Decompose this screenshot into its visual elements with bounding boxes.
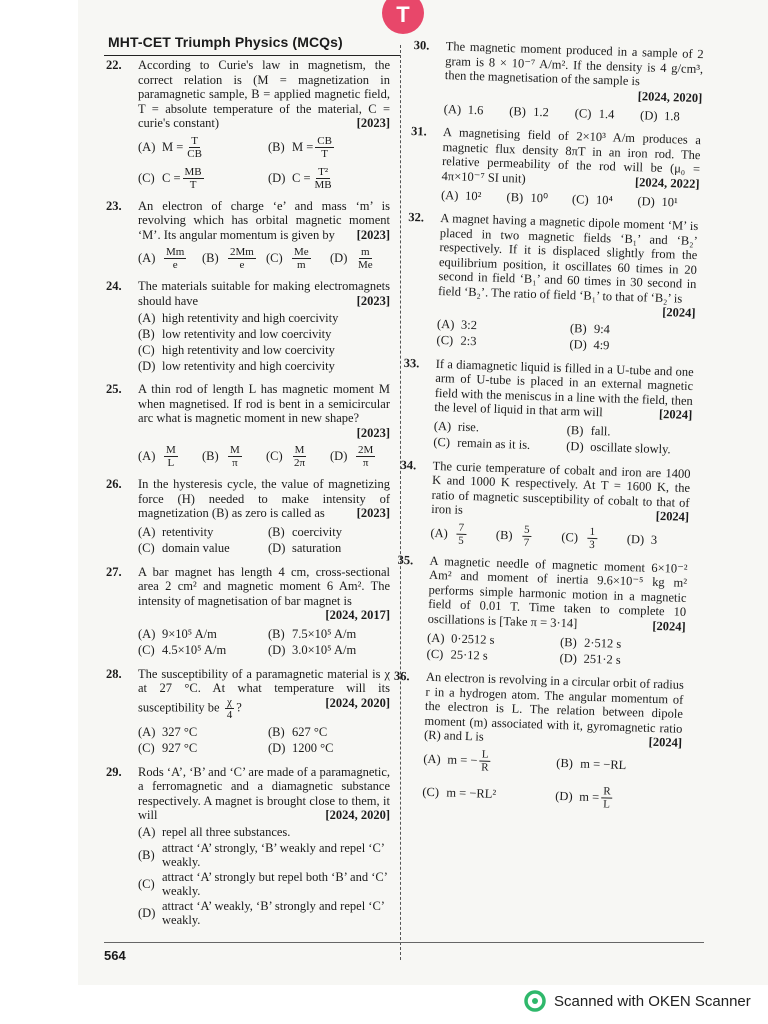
question-number: 35. (397, 552, 414, 567)
option-c[interactable]: (C) 1.4 (574, 105, 615, 122)
header-divider (104, 55, 400, 56)
option-a[interactable]: (A) rise. (433, 419, 480, 435)
question-year: [2024, 2020] (325, 808, 390, 822)
question-number: 34. (400, 457, 417, 472)
option-d[interactable]: (D) m = $\frac{R}{L}$ (555, 784, 611, 811)
question-number: 36. (393, 668, 410, 684)
option-b[interactable]: (B) $\frac{5}{7}$ (495, 523, 530, 549)
option-d[interactable]: (D) oscillate slowly. (566, 439, 671, 457)
question-number: 24. (106, 279, 122, 293)
option-d[interactable]: (D) 10¹ (637, 193, 678, 210)
option-a[interactable]: (A) 327 °C (138, 725, 198, 740)
option-b[interactable]: (B) m = −RL (556, 755, 627, 772)
right-column (388, 38, 704, 820)
question-text: The curie temperature of cobalt and iron are 1400 K and 1000 K respectively. At T = 1600 K, the ratio of magnetic susceptibility of cobalt to that of iron is (431, 458, 691, 517)
question-number: 31. (410, 124, 427, 139)
option-b[interactable]: (B) $\frac{2Mm}{e}$ (202, 246, 254, 271)
option-c[interactable]: (C) 10⁴ (571, 191, 614, 208)
scanner-logo-icon (524, 990, 546, 1012)
page-header-title: MHT-CET Triumph Physics (MCQs) (108, 34, 343, 50)
question-year: [2023] (356, 227, 390, 242)
question-text: According to Curie's law in magnetism, the correct relation is (M = magnetization in paramagnetic sample, B = applied magnetic field, T = absolute temperature of the material, C = curie's constant) (138, 58, 390, 130)
question-number: 26. (106, 477, 122, 491)
option-a[interactable]: (A) 1.6 (443, 101, 484, 118)
option-c[interactable]: (C) $\frac{M}{2\pi}$ (266, 444, 306, 469)
question-year: [2024] (661, 304, 696, 321)
question-year: [2024] (658, 406, 693, 422)
question-23 (104, 199, 390, 272)
scanner-watermark (524, 990, 751, 1012)
option-a[interactable]: (A) $\frac{Mm}{e}$ (138, 246, 185, 271)
option-a[interactable]: (A) 0·2512 s (426, 630, 495, 647)
option-a[interactable]: (A) M = $\frac{T}{CB}$ (138, 134, 202, 160)
option-a[interactable]: (A) retentivity (138, 525, 214, 540)
question-25 (104, 382, 390, 469)
question-year: [2024] (648, 734, 683, 750)
question-number: 33. (403, 355, 420, 370)
option-b[interactable]: (B) 9:4 (569, 321, 611, 337)
option-c[interactable]: (C) m = −RL² (422, 784, 497, 801)
question-text: An electron of charge ‘e’ and mass ‘m’ is revolving which has orbital magnetic moment ‘M’. Its angular momentum is given by (138, 198, 390, 242)
question-36 (388, 669, 684, 813)
question-text: The magnetic moment produced in a sample of 2 gram is 8 × 10⁻⁷ A/m². If the density is 4 g/cm³, then the magnetisation of the sample is (444, 39, 704, 89)
option-b[interactable]: (B) coercivity (268, 525, 342, 540)
question-text: A magnetic needle of magnetic moment 6×10⁻² Am² and moment of inertia 9.6×10⁻⁵ kg m² performs simple harmonic motion in a magnetic field of 0.01 T. Time taken to complete 10 oscillations is [Take π = 3·14] (427, 553, 688, 630)
question-22 (104, 58, 390, 191)
question-number: 22. (106, 58, 122, 72)
option-b[interactable]: (B) attract ‘A’ strongly, ‘B’ weakly and repel ‘C’ weakly. (138, 840, 385, 869)
question-text: An electron is revolving in a circular orbit of radius r in a hydrogen atom. The angular momentum of the electron is L. The relation between dipole moment (m) associated with it, gyromagnetic ratio (R) and L is (423, 669, 685, 744)
option-d[interactable]: (D) attract ‘A’ weakly, ‘B’ strongly and repel ‘C’ weakly. (138, 898, 385, 927)
option-a[interactable]: (A) m = − $\frac{L}{R}$ (423, 748, 489, 774)
question-year: [2024, 2017] (325, 608, 390, 622)
question-year: [2023] (356, 506, 390, 520)
question-number: 30. (413, 38, 430, 53)
option-c[interactable]: (C) $\frac{1}{3}$ (561, 525, 596, 551)
option-c[interactable]: (C) attract ‘A’ strongly but repel both ‘B’ and ‘C’ weakly. (138, 869, 387, 898)
option-b[interactable]: (B) fall. (566, 423, 611, 439)
question-year: [2024, 2020] (637, 88, 703, 105)
option-b[interactable]: (B) 1.2 (509, 103, 550, 120)
question-number: 28. (106, 666, 122, 681)
option-d[interactable]: (D) 1200 °C (268, 741, 334, 756)
question-number: 25. (106, 382, 122, 396)
option-d[interactable]: (D) 4:9 (569, 337, 610, 353)
question-32 (402, 210, 698, 357)
triumph-logo-icon (380, 0, 426, 36)
question-year: [2023] (356, 116, 390, 130)
option-c[interactable]: (C) $\frac{Me}{m}$ (266, 246, 309, 271)
left-column (104, 58, 390, 936)
option-a[interactable]: (A) repel all three substances. (138, 825, 291, 840)
question-number: 27. (106, 564, 122, 579)
question-year: [2023] (356, 425, 390, 440)
question-34 (396, 457, 691, 553)
question-text: A bar magnet has length 4 cm, cross-sectional area 2 cm² and magnetic moment 6 Am². The intensity of magnetisation of bar magnet is (138, 564, 390, 608)
option-c[interactable]: (C) 4.5×10⁵ A/m (138, 643, 227, 658)
question-29 (104, 765, 390, 928)
option-c[interactable]: (C) 2:3 (436, 333, 477, 349)
question-year: [2024] (652, 618, 686, 634)
question-31 (407, 124, 701, 211)
question-text: The materials suitable for making electromagnets should have (138, 279, 390, 308)
option-d[interactable]: (D) 3 (626, 531, 658, 547)
option-c[interactable]: (C) domain value (138, 541, 230, 556)
option-d[interactable]: (D) 1.8 (639, 107, 681, 124)
question-35 (392, 552, 687, 670)
question-number: 29. (106, 764, 122, 779)
option-b[interactable]: (B) 627 °C (268, 725, 328, 740)
question-number: 23. (106, 198, 122, 213)
option-d[interactable]: (D) 3.0×10⁵ A/m (268, 643, 357, 658)
option-a[interactable]: (A) $\frac{M}{L}$ (138, 444, 176, 469)
option-d[interactable]: (D) C = $\frac{\text{T²}}{MB}$ (268, 165, 332, 191)
question-number: 32. (408, 209, 425, 225)
footer-divider (104, 942, 704, 943)
page-number: 564 (104, 948, 126, 963)
scanner-text: Scanned with OKEN Scanner (554, 992, 751, 1010)
question-30 (410, 38, 704, 125)
question-year: [2024, 2022] (634, 174, 700, 191)
question-28: 28. The susceptibility of a paramagnetic material is χ at 27 °C. At what temperature will its susceptibility be $\frac{\chi}{4}$ ? [2024, 2020] (A) 327 °C (B) 627 °C (C) 927 °C (D) 1200 °C (106, 666, 390, 756)
option-d[interactable]: (D) saturation (268, 541, 342, 556)
question-text: A magnet having a magnetic dipole moment ‘M’ is placed in two magnetic fields ‘B₁’ and ‘B₂’ respectively. If it is displaced slightly from the equilibrium position, it oscillates 60 times in 20 second in field ‘B₁’ and 60 times in 30 second in field ‘B₂’. The ratio of field ‘B₁’ to that of ‘B₂’ is (437, 210, 699, 306)
option-d[interactable]: (D) low retentivity and high coercivity (138, 358, 335, 373)
question-24 (104, 279, 390, 374)
question-text: A thin rod of length L has magnetic moment M when magnetised. If rod is bent in a semicircular arc what is magnetic moment in new shape? (138, 382, 390, 425)
question-year: [2024] (655, 508, 690, 524)
option-b[interactable]: (B) 10⁰ (506, 189, 549, 206)
option-c[interactable]: (C) 25·12 s (426, 646, 489, 663)
question-33 (399, 355, 694, 458)
option-a[interactable]: (A) 10² (440, 187, 482, 204)
question-year: [2024, 2020] (325, 695, 390, 710)
option-c[interactable]: (C) remain as it is. (433, 435, 531, 453)
logo-letter: T (396, 2, 410, 27)
option-d[interactable]: (D) 251·2 s (559, 650, 621, 667)
option-d[interactable]: (D) $\frac{m}{Me}$ (330, 246, 373, 271)
option-a[interactable]: (A) $\frac{7}{5}$ (430, 521, 465, 547)
option-a[interactable]: (A) high retentivity and high coercivity (138, 310, 339, 325)
option-b[interactable]: (B) 7.5×10⁵ A/m (268, 627, 357, 642)
option-c[interactable]: (C) high retentivity and low coercivity (138, 342, 335, 357)
option-a[interactable]: (A) 3:2 (436, 317, 478, 333)
option-a[interactable]: (A) 9×10⁵ A/m (138, 627, 217, 642)
question-text: The susceptibility of a paramagnetic material is χ at 27 °C. At what temperature will its susceptibility be (138, 666, 390, 714)
question-text: In the hysteresis cycle, the value of magnetizing force (H) needed to make intensity of magnetization (B) as zero is called as (138, 477, 390, 520)
question-text: A magnetising field of 2×10³ A/m produces a magnetic flux density 8πT in an iron rod. The relative permeability of the rod will be (μ₀ = 4π×10⁻⁷ SI unit) (441, 125, 702, 186)
question-text: If a diamagnetic liquid is filled in a U-tube and one arm of U-tube is placed in an external magnetic field with the meniscus in a line with the field, then the level of liquid in that arm will (434, 356, 694, 420)
question-27 (104, 565, 390, 659)
option-b[interactable]: (B) $\frac{M}{\pi}$ (202, 444, 240, 469)
option-c[interactable]: (C) C = $\frac{MB}{T}$ (138, 165, 202, 191)
question-text: Rods ‘A’, ‘B’ and ‘C’ are made of a paramagnetic, a ferromagnetic and a diamagnetic substance respectively. A magnet is brought close to them, it will (138, 764, 390, 822)
option-c[interactable]: (C) 927 °C (138, 741, 198, 756)
option-b[interactable]: (B) low retentivity and low coercivity (138, 326, 332, 341)
question-26 (104, 477, 390, 557)
option-d[interactable]: (D) $\frac{2M}{\pi}$ (330, 444, 374, 469)
option-b[interactable]: (B) M = $\frac{CB}{T}$ (268, 134, 332, 160)
question-year: [2023] (356, 293, 390, 308)
option-b[interactable]: (B) 2·512 s (559, 634, 622, 651)
